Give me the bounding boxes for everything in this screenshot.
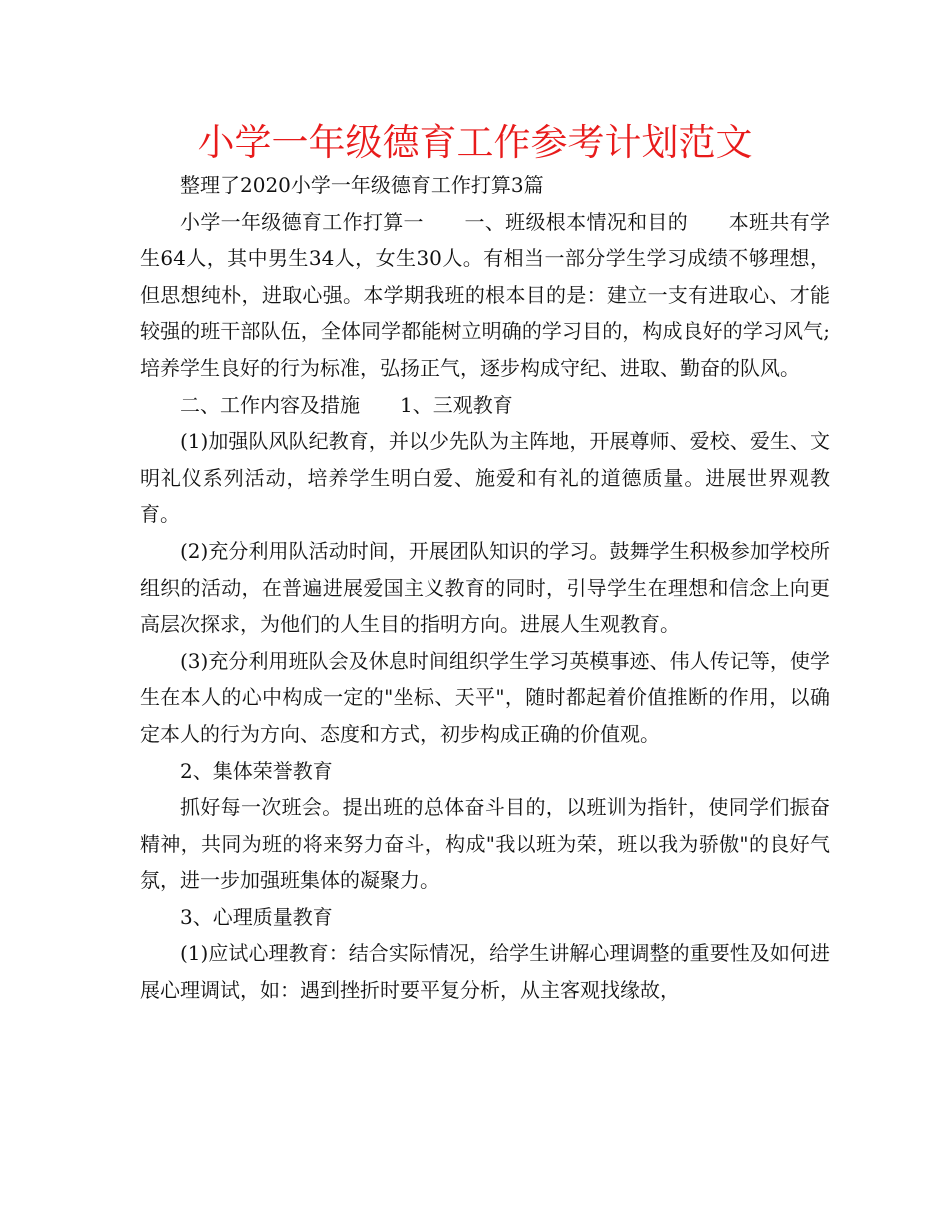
- paragraph-exam-psychology: (1)应试心理教育：结合实际情况，给学生讲解心理调整的重要性及如何进展心理调试，如：遇到挫折时要平复分析，从主客观找缘故，: [140, 941, 830, 1003]
- paragraph-item-2: (2)充分利用队活动时间，开展团队知识的学习。鼓舞学生积极参加学校所组织的活动，在普遍进展爱国主义教育的同时，引导学生在理想和信念上向更高层次探求，为他们的人生目的指明方向。进展人生观教育。: [140, 538, 830, 637]
- paragraph-class-meeting: 抓好每一次班会。提出班的总体奋斗目的，以班训为指针，使同学们振奋精神，共同为班的将来努力奋斗，构成"我以班为荣，班以我为骄傲"的良好气氛，进一步加强班集体的凝聚力。: [140, 795, 830, 893]
- paragraph-section-one: 小学一年级德育工作打算一 一、班级根本情况和目的 本班共有学生64人，其中男生34人，女生30人。有相当一部分学生学习成绩不够理想，但思想纯朴，进取心强。本学期我班的根本目的是：建立一支有进取心、才能较强的班干部队伍，全体同学都能树立明确的学习目的，构成良好的学习风气;培养学生良好的行为标准，弘扬正气，逐步构成守纪、进取、勤奋的队风。: [140, 209, 830, 380]
- paragraph-item-1: (1)加强队风队纪教育，并以少先队为主阵地，开展尊师、爱校、爱生、文明礼仪系列活动，培养学生明白爱、施爱和有礼的道德质量。进展世界观教育。: [140, 429, 830, 527]
- paragraph-heading-collective: 2、集体荣誉教育: [180, 758, 333, 783]
- paragraph-heading-content: 二、工作内容及措施 1、三观教育: [180, 392, 513, 417]
- paragraph-intro: 整理了2020小学一年级德育工作打算3篇: [180, 173, 544, 197]
- paragraph-heading-psychology: 3、心理质量教育: [180, 904, 333, 929]
- document-body: [140, 167, 830, 1009]
- document-title: 小学一年级德育工作参考计划范文: [197, 121, 753, 164]
- paragraph-item-3: (3)充分利用班队会及休息时间组织学生学习英模事迹、伟人传记等，使学生在本人的心中构成一定的"坐标、天平"，随时都起着价值推断的作用，以确定本人的行为方向、态度和方式，初步构成正确的价值观。: [140, 648, 830, 746]
